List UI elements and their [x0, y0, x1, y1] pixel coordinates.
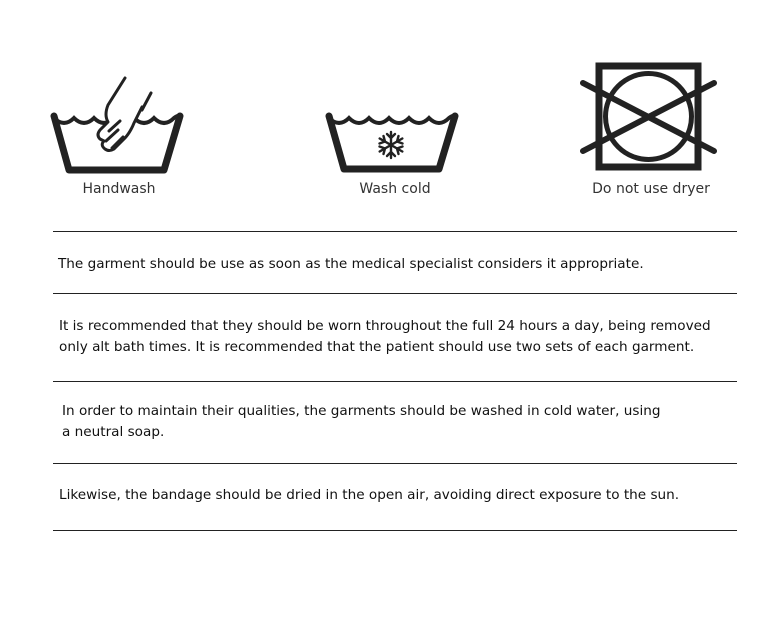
- divider-4: [53, 463, 737, 464]
- handwash-symbol: [50, 75, 185, 175]
- instruction-line: In order to maintain their qualities, the garments should be washed in cold water, using: [62, 403, 661, 419]
- do-not-use-dryer-label: Do not use dryer: [592, 181, 710, 197]
- instruction-wear: [59, 316, 711, 358]
- instruction-drying: [59, 485, 679, 506]
- do-not-tumble-dry-icon: [580, 62, 718, 172]
- wash-cold-symbol: [325, 105, 460, 175]
- instruction-line: It is recommended that they should be worn throughout the full 24 hours a day, being removed: [59, 318, 711, 334]
- divider-5: [53, 530, 737, 531]
- divider-3: [53, 381, 737, 382]
- divider-2: [53, 293, 737, 294]
- wash-cold-icon: [325, 105, 460, 175]
- instruction-line: a neutral soap.: [62, 424, 165, 440]
- snowflake-icon: [380, 132, 403, 158]
- divider-1: [53, 231, 737, 232]
- no-dryer-symbol: [580, 62, 718, 172]
- instruction-usage: [58, 254, 644, 275]
- instruction-line: The garment should be use as soon as the medical specialist considers it appropriate.: [58, 256, 644, 272]
- handwash-icon: [50, 75, 185, 175]
- handwash-label: Handwash: [82, 181, 156, 197]
- instruction-washing: [62, 401, 660, 443]
- instruction-line: only alt bath times. It is recommended that the patient should use two sets of each garment.: [59, 339, 695, 355]
- wash-cold-label: Wash cold: [359, 181, 431, 197]
- instruction-line: Likewise, the bandage should be dried in the open air, avoiding direct exposure to the sun.: [59, 487, 680, 503]
